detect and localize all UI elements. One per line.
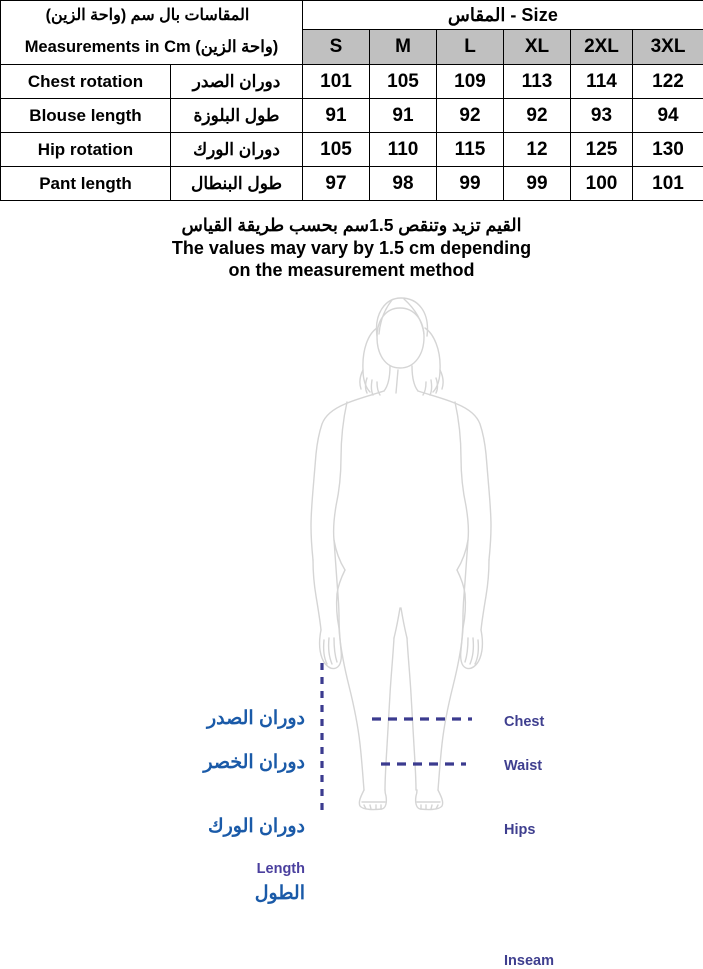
cell-value: 100 xyxy=(571,167,633,201)
cell-value: 114 xyxy=(571,65,633,99)
cell-value: 97 xyxy=(303,167,370,201)
cell-value: 110 xyxy=(370,133,437,167)
table-row xyxy=(1,99,703,133)
cell-value: 105 xyxy=(303,133,370,167)
label-waist-arabic: دوران الخصر xyxy=(185,751,305,774)
label-length-arabic: الطول xyxy=(205,882,305,905)
label-waist-english: Waist xyxy=(504,758,542,774)
table-row xyxy=(1,167,703,201)
table-row xyxy=(1,133,703,167)
cell-value: 99 xyxy=(504,167,571,201)
female-body-figure xyxy=(0,288,703,813)
note-english-line-2: on the measurement method xyxy=(0,260,703,282)
size-column-header-xl: XL xyxy=(504,30,571,65)
cell-value: 12 xyxy=(504,133,571,167)
cell-value: 94 xyxy=(633,99,703,133)
size-column-header-l: L xyxy=(437,30,504,65)
label-inseam-english: Inseam xyxy=(504,953,554,969)
cell-value: 122 xyxy=(633,65,703,99)
cell-value: 93 xyxy=(571,99,633,133)
size-column-header-s: S xyxy=(303,30,370,65)
cell-value: 98 xyxy=(370,167,437,201)
cell-value: 130 xyxy=(633,133,703,167)
label-length-english: Length xyxy=(205,861,305,877)
header-size-title: المقاس - Size xyxy=(303,1,703,30)
cell-value: 91 xyxy=(370,99,437,133)
size-column-header-3xl: 3XL xyxy=(633,30,703,65)
table-header-row-top xyxy=(1,1,703,30)
label-hips-english: Hips xyxy=(504,822,535,838)
table-row xyxy=(1,65,703,99)
cell-value: 99 xyxy=(437,167,504,201)
row-label-english: Pant length xyxy=(1,167,171,201)
row-label-english: Hip rotation xyxy=(1,133,171,167)
label-chest-english: Chest xyxy=(504,714,544,730)
cell-value: 115 xyxy=(437,133,504,167)
cell-value: 91 xyxy=(303,99,370,133)
cell-value: 113 xyxy=(504,65,571,99)
row-label-arabic: طول البنطال xyxy=(171,167,303,201)
row-label-arabic: طول البلوزة xyxy=(171,99,303,133)
note-arabic: القيم تزيد وتنقص 1.5سم بحسب طريقة القياس xyxy=(0,215,703,236)
size-chart-table xyxy=(0,0,703,201)
cell-value: 92 xyxy=(437,99,504,133)
row-label-english: Blouse length xyxy=(1,99,171,133)
cell-value: 92 xyxy=(504,99,571,133)
label-chest-arabic: دوران الصدر xyxy=(185,707,305,730)
note-english-line-1: The values may vary by 1.5 cm depending xyxy=(0,238,703,260)
cell-value: 109 xyxy=(437,65,504,99)
cell-value: 101 xyxy=(303,65,370,99)
header-measurements-english: Measurements in Cm (واحة الزين) xyxy=(1,30,303,65)
row-label-english: Chest rotation xyxy=(1,65,171,99)
cell-value: 125 xyxy=(571,133,633,167)
measurement-variance-note xyxy=(0,215,703,282)
cell-value: 101 xyxy=(633,167,703,201)
size-column-header-2xl: 2XL xyxy=(571,30,633,65)
header-measurements-arabic: المقاسات بال سم (واحة الزين) xyxy=(1,1,303,30)
table-header-row-sizes xyxy=(1,30,703,65)
row-label-arabic: دوران الورك xyxy=(171,133,303,167)
size-column-header-m: M xyxy=(370,30,437,65)
row-label-arabic: دوران الصدر xyxy=(171,65,303,99)
body-measurement-diagram xyxy=(0,288,703,813)
label-hips-arabic: دوران الورك xyxy=(185,815,305,838)
cell-value: 105 xyxy=(370,65,437,99)
